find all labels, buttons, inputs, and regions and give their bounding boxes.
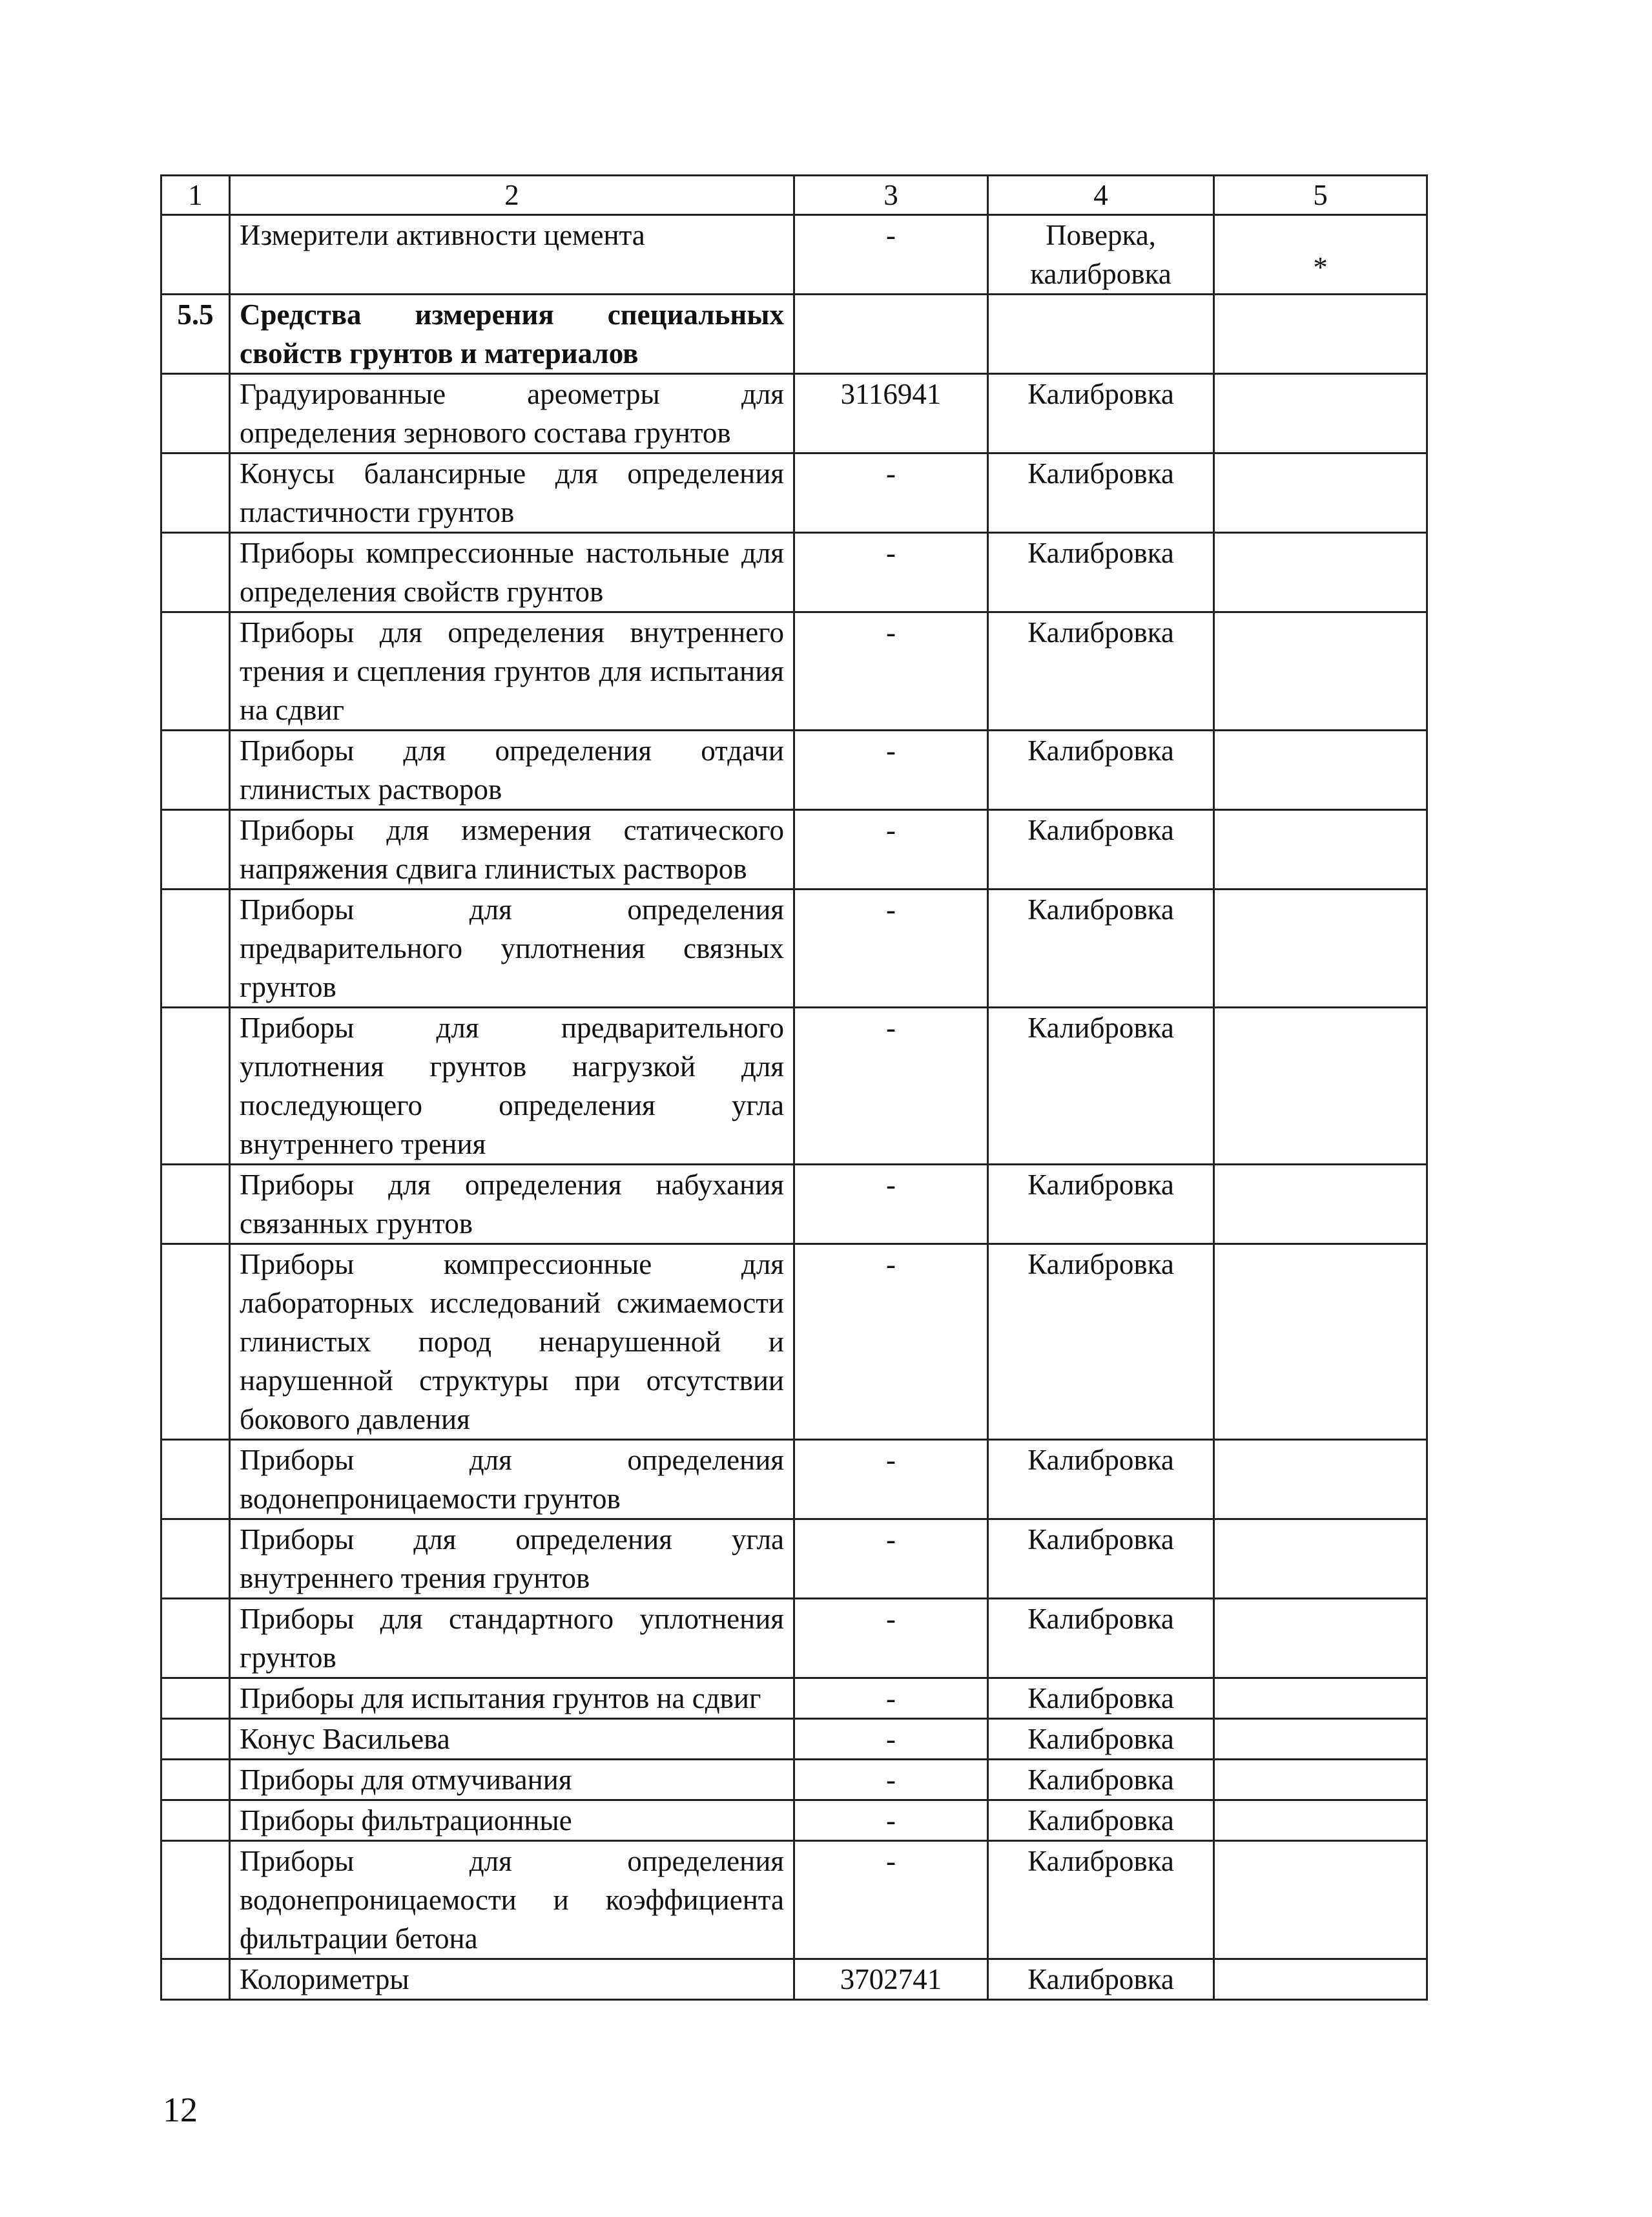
note-mark: [1214, 1599, 1427, 1678]
instrument-code: [794, 295, 988, 374]
note-mark: [1214, 453, 1427, 533]
note-mark: [1214, 1519, 1427, 1599]
table-row: [161, 1760, 1427, 1800]
row-number: [161, 1841, 230, 1959]
page-number: 12: [163, 2090, 198, 2129]
row-number: [161, 453, 230, 533]
verification-method: Калибровка: [988, 810, 1214, 890]
instrument-name: Приборы для предварительного уплотнения грунтов нагрузкой для последующего определения угла внутреннего трения: [230, 1008, 794, 1165]
row-number: [161, 1440, 230, 1519]
instrument-name: Приборы для определения отдачи глинистых растворов: [230, 731, 794, 810]
note-mark: [1214, 533, 1427, 612]
row-number: [161, 890, 230, 1008]
table-row: [161, 612, 1427, 731]
table-row: [161, 453, 1427, 533]
verification-method: Калибровка: [988, 612, 1214, 731]
instrument-code: -: [794, 1519, 988, 1599]
verification-method: Калибровка: [988, 453, 1214, 533]
instrument-code: -: [794, 1599, 988, 1678]
note-mark: *: [1214, 215, 1427, 295]
instrument-name: Приборы для отмучивания: [230, 1760, 794, 1800]
verification-method: Калибровка: [988, 731, 1214, 810]
note-mark: [1214, 1800, 1427, 1841]
instrument-code: -: [794, 1841, 988, 1959]
instrument-name: Приборы для стандартного уплотнения грунтов: [230, 1599, 794, 1678]
instrument-code: -: [794, 453, 988, 533]
note-mark: [1214, 1719, 1427, 1760]
row-number: [161, 1678, 230, 1719]
section-row: [161, 295, 1427, 374]
table-row: [161, 1678, 1427, 1719]
instrument-code: -: [794, 1244, 988, 1440]
verification-method: Калибровка: [988, 890, 1214, 1008]
section-title: Средства измерения специальных свойств грунтов и материалов: [230, 295, 794, 374]
instrument-name: Приборы для определения набухания связанных грунтов: [230, 1165, 794, 1244]
note-mark: [1214, 810, 1427, 890]
table-row: [161, 1800, 1427, 1841]
verification-method: Калибровка: [988, 374, 1214, 453]
table-row: [161, 374, 1427, 453]
instrument-code: -: [794, 890, 988, 1008]
row-number: [161, 1719, 230, 1760]
instrument-name: Приборы компрессионные настольные для определения свойств грунтов: [230, 533, 794, 612]
note-mark: [1214, 1959, 1427, 2000]
header-col-4: 4: [988, 176, 1214, 215]
instrument-code: -: [794, 1760, 988, 1800]
table-row: [161, 533, 1427, 612]
instrument-code: -: [794, 1678, 988, 1719]
verification-method: Калибровка: [988, 1599, 1214, 1678]
verification-method: Калибровка: [988, 1165, 1214, 1244]
verification-method: [988, 295, 1214, 374]
table-row: [161, 731, 1427, 810]
instruments-table: [160, 174, 1428, 2001]
table-row: [161, 1841, 1427, 1959]
note-mark: [1214, 1760, 1427, 1800]
row-number: [161, 533, 230, 612]
note-mark: [1214, 374, 1427, 453]
note-mark: [1214, 1841, 1427, 1959]
verification-method: Калибровка: [988, 1719, 1214, 1760]
instrument-name: Приборы компрессионные для лабораторных исследований сжимаемости глинистых пород ненарушенной и нарушенной структуры при отсутствии бокового давления: [230, 1244, 794, 1440]
section-number: 5.5: [161, 295, 230, 374]
instrument-name: Приборы для определения угла внутреннего трения грунтов: [230, 1519, 794, 1599]
header-col-5: 5: [1214, 176, 1427, 215]
row-number: [161, 1959, 230, 2000]
note-mark: [1214, 1678, 1427, 1719]
verification-method: Калибровка: [988, 533, 1214, 612]
header-row: [161, 176, 1427, 215]
row-number: [161, 810, 230, 890]
row-number: [161, 1244, 230, 1440]
instrument-code: -: [794, 1719, 988, 1760]
table-row: [161, 1959, 1427, 2000]
note-mark: [1214, 295, 1427, 374]
instrument-code: 3116941: [794, 374, 988, 453]
verification-method: Калибровка: [988, 1519, 1214, 1599]
row-number: [161, 1760, 230, 1800]
row-number: [161, 731, 230, 810]
verification-method: Калибровка: [988, 1008, 1214, 1165]
row-number: [161, 1165, 230, 1244]
instrument-name: Приборы для определения внутреннего трения и сцепления грунтов для испытания на сдвиг: [230, 612, 794, 731]
instrument-name: Конус Васильева: [230, 1719, 794, 1760]
verification-method: Калибровка: [988, 1959, 1214, 2000]
instrument-code: -: [794, 215, 988, 295]
row-number: [161, 1008, 230, 1165]
table-row: [161, 1165, 1427, 1244]
instrument-code: -: [794, 1800, 988, 1841]
header-col-2: 2: [230, 176, 794, 215]
instrument-name: Градуированные ареометры для определения зернового состава грунтов: [230, 374, 794, 453]
row-number: [161, 1599, 230, 1678]
instrument-name: Приборы для определения водонепроницаемости и коэффициента фильтрации бетона: [230, 1841, 794, 1959]
instrument-code: -: [794, 1440, 988, 1519]
instrument-code: -: [794, 1008, 988, 1165]
note-mark: [1214, 890, 1427, 1008]
row-number: [161, 215, 230, 295]
instrument-name: Конусы балансирные для определения пластичности грунтов: [230, 453, 794, 533]
note-mark: [1214, 612, 1427, 731]
instrument-code: -: [794, 612, 988, 731]
instrument-name: Приборы для измерения статического напряжения сдвига глинистых растворов: [230, 810, 794, 890]
instrument-name: Приборы для определения водонепроницаемости грунтов: [230, 1440, 794, 1519]
table-row: [161, 890, 1427, 1008]
table-row: [161, 1719, 1427, 1760]
table-row: [161, 1440, 1427, 1519]
instrument-code: -: [794, 731, 988, 810]
verification-method: Калибровка: [988, 1800, 1214, 1841]
row-number: [161, 612, 230, 731]
instrument-code: -: [794, 1165, 988, 1244]
header-col-1: 1: [161, 176, 230, 215]
note-mark: [1214, 1440, 1427, 1519]
note-mark: [1214, 1165, 1427, 1244]
verification-method: Калибровка: [988, 1440, 1214, 1519]
table-row: [161, 810, 1427, 890]
row-number: [161, 374, 230, 453]
instrument-name: Измерители активности цемента: [230, 215, 794, 295]
verification-method: Калибровка: [988, 1244, 1214, 1440]
row-number: [161, 1519, 230, 1599]
instrument-name: Приборы для определения предварительного уплотнения связных грунтов: [230, 890, 794, 1008]
instrument-name: Колориметры: [230, 1959, 794, 2000]
verification-method: Калибровка: [988, 1678, 1214, 1719]
table-row: [161, 1519, 1427, 1599]
note-mark: [1214, 1008, 1427, 1165]
note-mark: [1214, 731, 1427, 810]
instrument-name: Приборы фильтрационные: [230, 1800, 794, 1841]
row-number: [161, 1800, 230, 1841]
note-mark: [1214, 1244, 1427, 1440]
table-row: [161, 1599, 1427, 1678]
verification-method: Калибровка: [988, 1760, 1214, 1800]
table-row: [161, 1244, 1427, 1440]
table-row: [161, 1008, 1427, 1165]
instrument-code: -: [794, 533, 988, 612]
table-row: [161, 215, 1427, 295]
header-col-3: 3: [794, 176, 988, 215]
verification-method: Поверка, калибровка: [988, 215, 1214, 295]
instrument-code: 3702741: [794, 1959, 988, 2000]
instrument-code: -: [794, 810, 988, 890]
verification-method: Калибровка: [988, 1841, 1214, 1959]
instrument-name: Приборы для испытания грунтов на сдвиг: [230, 1678, 794, 1719]
